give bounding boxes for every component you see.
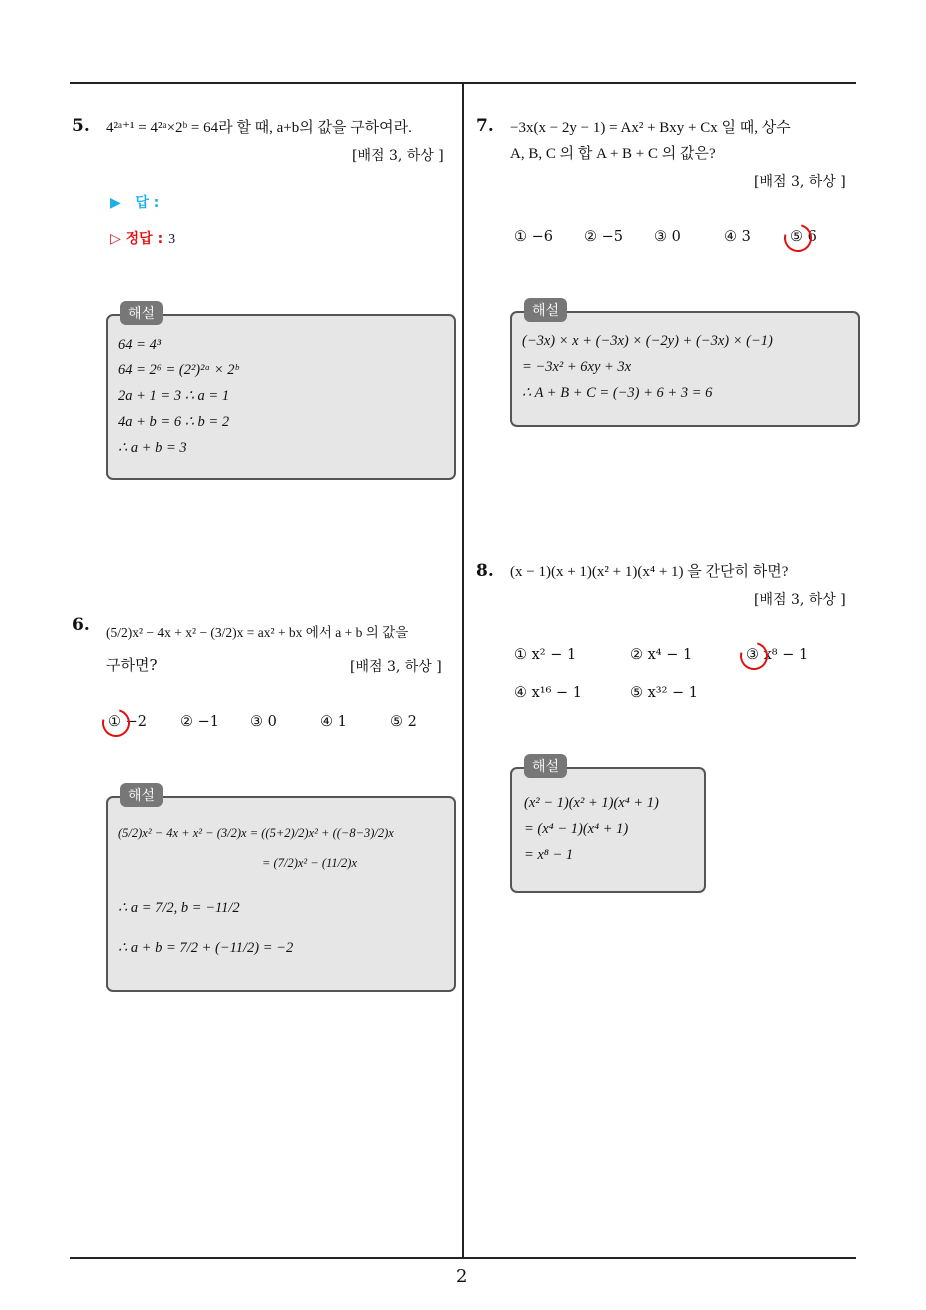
q5-solution-line-5: ∴ a + b = 3 (118, 440, 187, 456)
q8-choice-5[interactable]: ⑤ x³² − 1 (630, 685, 699, 701)
q8-solution-line-3: = x⁸ − 1 (524, 847, 574, 863)
q6-solution-line-3: ∴ a = 7/2, b = −11/2 (118, 900, 240, 916)
q5-solution-line-3: 2a + 1 = 3 ∴ a = 1 (118, 388, 230, 404)
question-5-solution-tag: 해설 (120, 301, 163, 325)
q6-solution-line-1: (5/2)x² − 4x + x² − (3/2)x = ((5+2)/2)x² + ((−8−3)/2)x (118, 826, 394, 840)
q8-solution-line-2: = (x⁴ − 1)(x⁴ + 1) (524, 821, 629, 837)
q8-selected-mark (735, 637, 773, 675)
question-5-number: 5. (72, 116, 90, 136)
q6-choice-1[interactable]: ① −2 (108, 714, 147, 730)
question-5-answer-line[interactable] (110, 192, 159, 212)
q6-choice-2[interactable]: ② −1 (180, 714, 219, 730)
q6-solution-line-2: = (7/2)x² − (11/2)x (262, 856, 358, 870)
question-6-solution-tag: 해설 (120, 783, 163, 807)
q7-choice-1[interactable]: ① −6 (514, 229, 553, 245)
question-6-number: 6. (72, 615, 90, 635)
question-6-stem-line-1: (5/2)x² − 4x + x² − (3/2)x = ax² + bx 에서 a + b 의 값을 (106, 625, 409, 640)
question-8-number: 8. (476, 561, 494, 581)
answer-label: 답 : (135, 195, 160, 211)
question-7-stem-line-1: −3x(x − 2y − 1) = Ax² + Bxy + Cx 일 때, 상수 (510, 120, 791, 136)
q8-solution-line-1: (x² − 1)(x² + 1)(x⁴ + 1) (524, 795, 659, 811)
q6-choice-3[interactable]: ③ 0 (250, 714, 277, 730)
correct-value: 3 (168, 232, 176, 247)
q7-selected-mark (779, 219, 817, 257)
question-7-solution-tag: 해설 (524, 298, 567, 322)
q6-selected-mark (97, 704, 135, 742)
question-8-meta: [배점 3, 하상 ] (754, 592, 846, 608)
q7-solution-line-2: = −3x² + 6xy + 3x (522, 359, 632, 375)
q7-choice-4[interactable]: ④ 3 (724, 229, 751, 245)
q6-choice-5[interactable]: ⑤ 2 (390, 714, 417, 730)
question-7-meta: [배점 3, 하상 ] (754, 174, 846, 190)
question-6-meta: [배점 3, 하상 ] (350, 659, 442, 675)
question-6-stem-line-2: 구하면? (106, 656, 158, 674)
q8-choice-2[interactable]: ② x⁴ − 1 (630, 647, 693, 663)
q6-solution-line-4: ∴ a + b = 7/2 + (−11/2) = −2 (118, 940, 294, 956)
question-5-meta: [배점 3, 하상 ] (352, 148, 444, 164)
bottom-rule (70, 1257, 856, 1259)
question-5-stem: 4²ᵃ⁺¹ = 4²ᵃ×2ᵇ = 64라 할 때, a+b의 값을 구하여라. (106, 120, 412, 136)
q7-choice-5[interactable]: ⑤ 6 (790, 229, 817, 245)
page-number: 2 (456, 1266, 468, 1287)
q5-solution-line-4: 4a + b = 6 ∴ b = 2 (118, 414, 230, 430)
outline-arrow-icon: ▷ (110, 231, 121, 247)
correct-label: 정답 : (125, 231, 164, 247)
q8-choice-4[interactable]: ④ x¹⁶ − 1 (514, 685, 583, 701)
q7-solution-line-1: (−3x) × x + (−3x) × (−2y) + (−3x) × (−1) (522, 333, 773, 349)
q8-choice-1[interactable]: ① x² − 1 (514, 647, 577, 663)
question-7-number: 7. (476, 116, 494, 136)
question-8-stem: (x − 1)(x + 1)(x² + 1)(x⁴ + 1) 을 간단히 하면? (510, 564, 789, 580)
q6-choice-4[interactable]: ④ 1 (320, 714, 347, 730)
q8-choice-3[interactable]: ③ x⁸ − 1 (746, 647, 809, 663)
q5-solution-line-2: 64 = 2⁶ = (2²)²ᵃ × 2ᵇ (118, 362, 239, 378)
q7-choice-3[interactable]: ③ 0 (654, 229, 681, 245)
q7-choice-2[interactable]: ② −5 (584, 229, 623, 245)
question-7-stem-line-2: A, B, C 의 합 A + B + C 의 값은? (510, 146, 716, 162)
question-5-correct-line (110, 228, 175, 248)
column-divider (462, 82, 464, 1258)
question-8-solution-tag: 해설 (524, 754, 567, 778)
q5-solution-line-1: 64 = 4³ (118, 337, 162, 353)
q7-solution-line-3: ∴ A + B + C = (−3) + 6 + 3 = 6 (522, 385, 713, 401)
play-arrow-icon: ▶ (110, 195, 121, 211)
